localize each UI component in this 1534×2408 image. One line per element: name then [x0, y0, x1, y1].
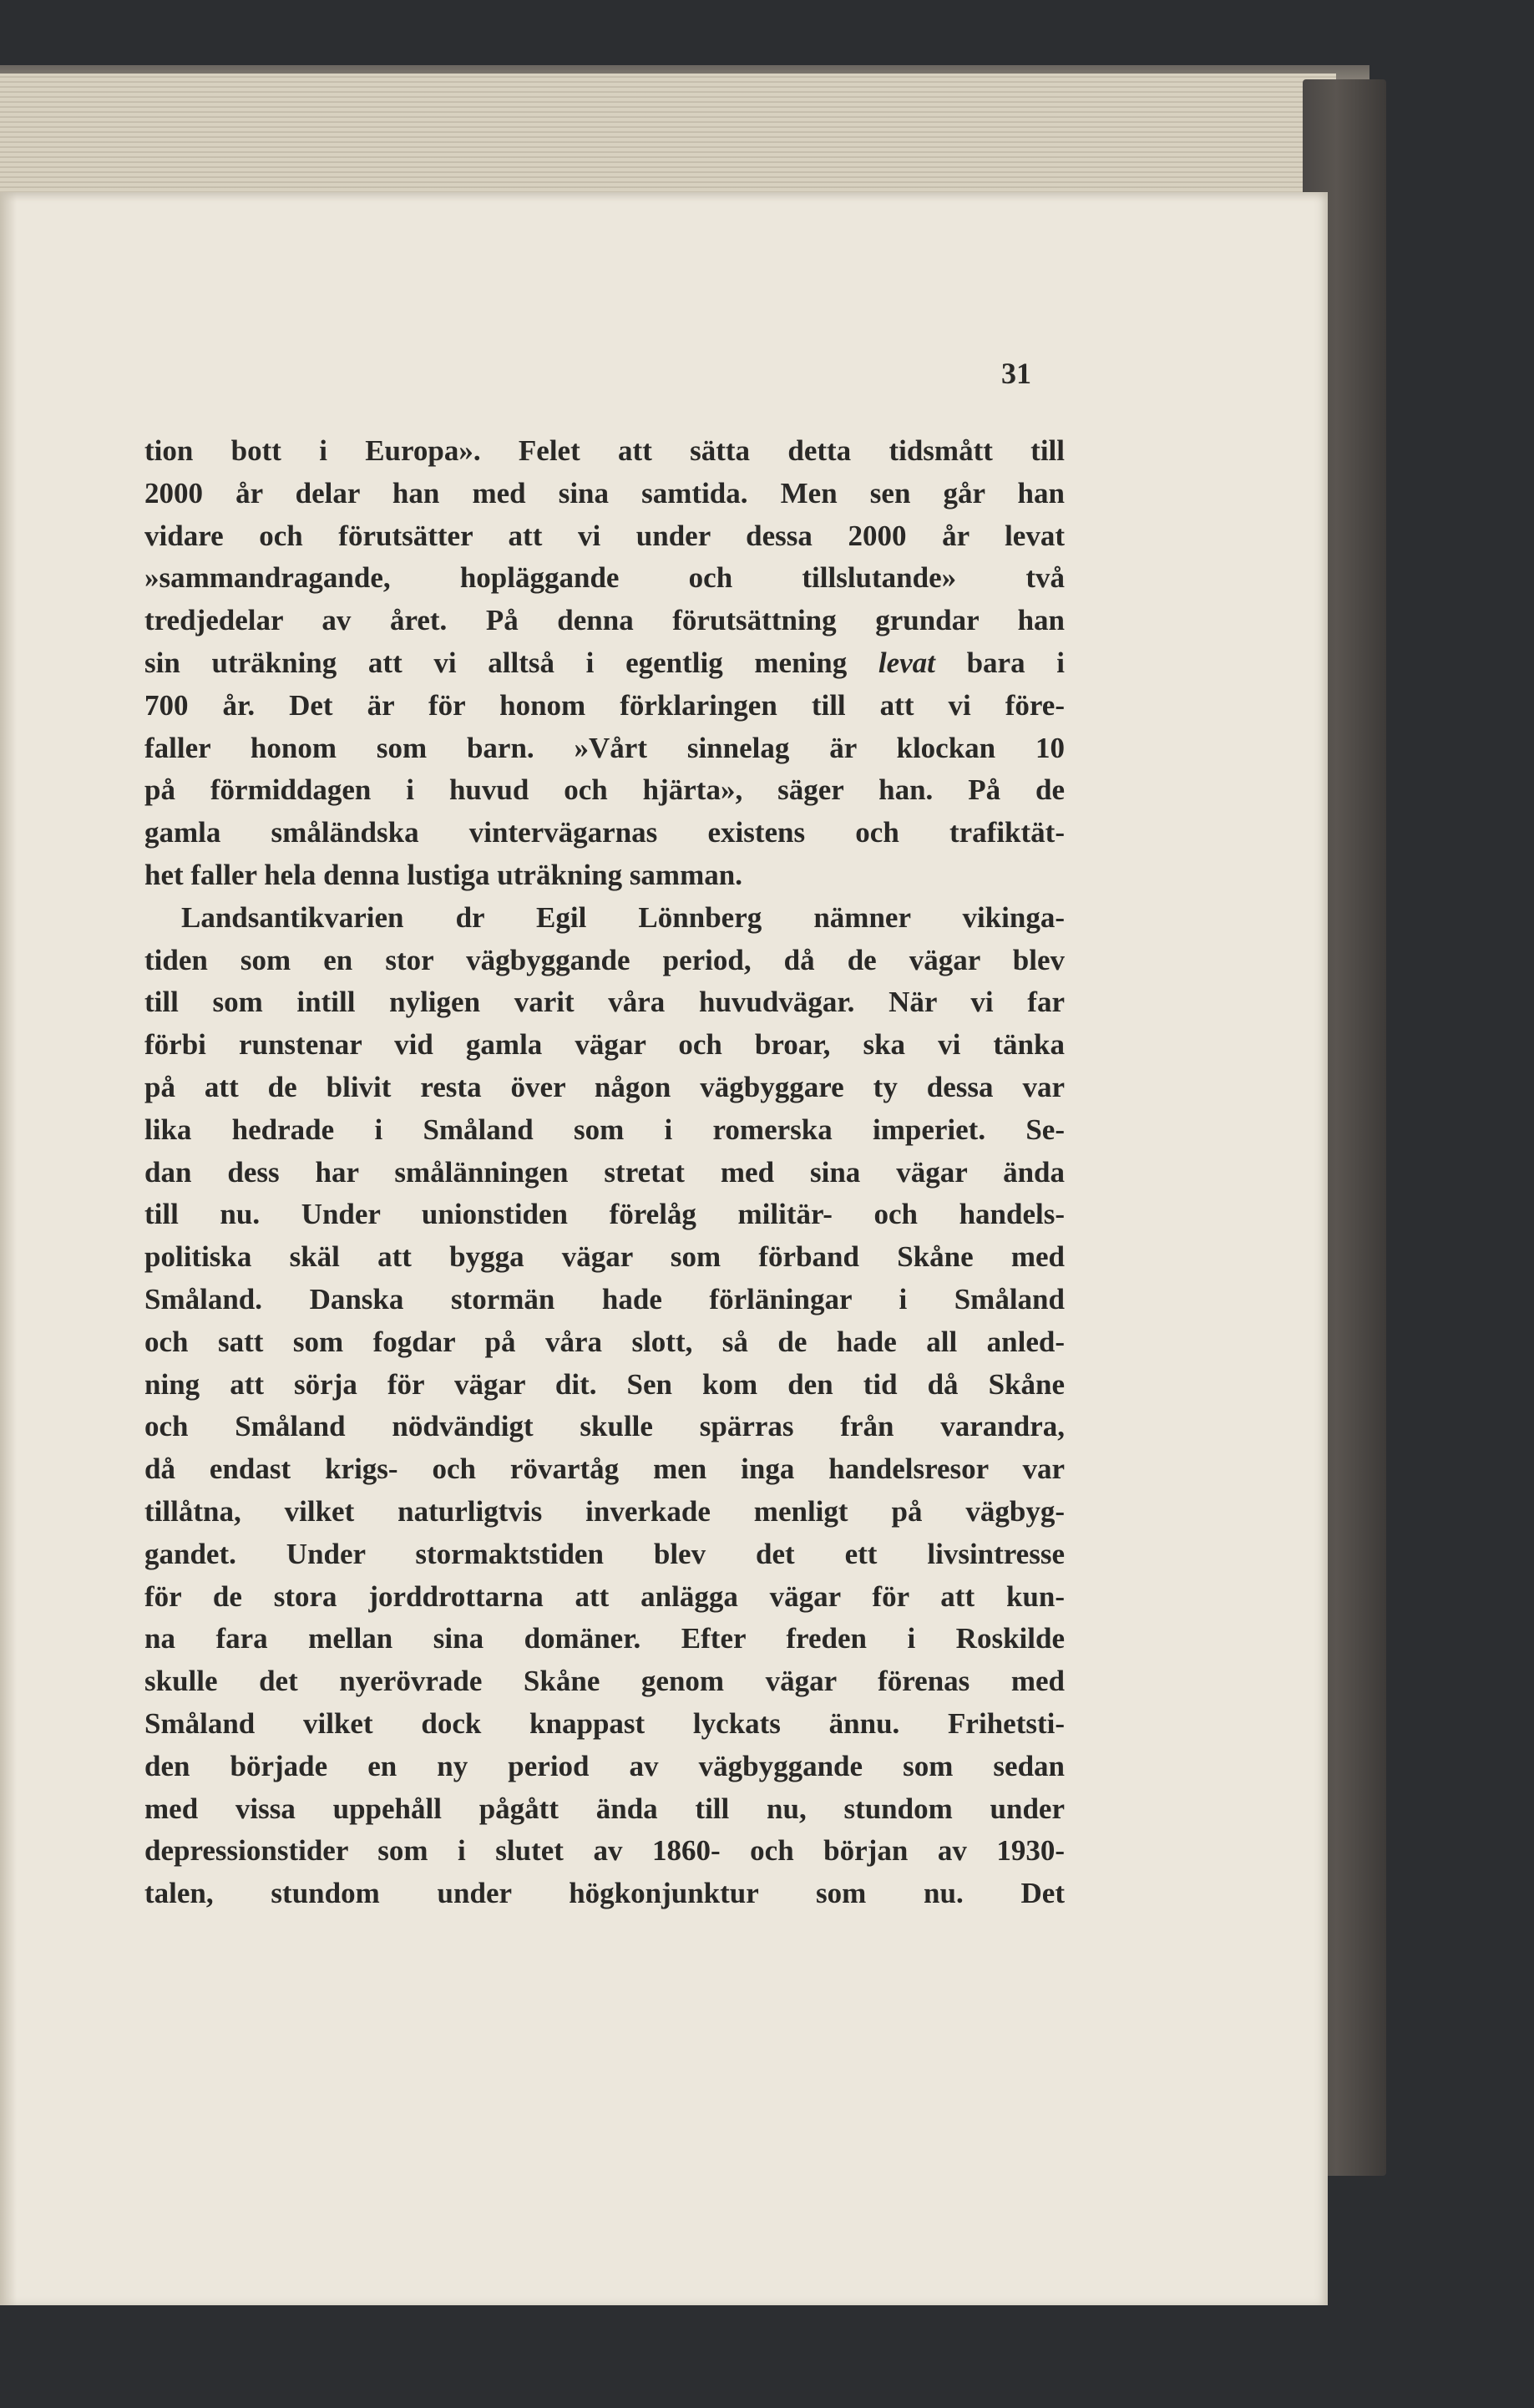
- text-line: vidare och förutsätter att vi under dessa 2000 år levat: [144, 519, 1065, 552]
- text-line: politiska skäl att bygga vägar som förband Skåne med: [144, 1240, 1065, 1274]
- text-line: 700 år. Det är för honom förklaringen till att vi före-: [144, 688, 1065, 722]
- text-line: tiden som en stor vägbyggande period, då de vägar blev: [144, 943, 1065, 976]
- text-line: na fara mellan sina domäner. Efter freden i Roskilde: [144, 1622, 1065, 1655]
- text-line: skulle det nyerövrade Skåne genom vägar förenas med: [144, 1665, 1065, 1698]
- text-line: 2000 år delar han med sina samtida. Men sen går han: [144, 476, 1065, 509]
- text-line: tillåtna, vilket naturligtvis inverkade menligt på vägbyg-: [144, 1494, 1065, 1528]
- text-line: för de stora jorddrottarna att anlägga vägar för att kun-: [144, 1579, 1065, 1613]
- text-line: »sammandragande, hopläggande och tillslutande» två: [144, 561, 1065, 595]
- text-line: Småland. Danska stormän hade förläningar i Småland: [144, 1282, 1065, 1316]
- book-page: [0, 192, 1328, 2305]
- text-line: gamla småländska vintervägarnas existens och trafiktät-: [144, 816, 1065, 849]
- text-line: Landsantikvarien dr Egil Lönnberg nämner vikinga-: [181, 900, 1065, 934]
- text-line: gandet. Under stormaktstiden blev det ett livsintresse: [144, 1537, 1065, 1570]
- body-text: [144, 430, 1065, 1915]
- text-line: och Småland nödvändigt skulle spärras från varandra,: [144, 1410, 1065, 1443]
- page-gutter-shadow: [0, 192, 17, 2305]
- text-line: Småland vilket dock knappast lyckats ännu. Frihetsti-: [144, 1706, 1065, 1740]
- text-line: het faller hela denna lustiga uträkning samman.: [144, 858, 742, 891]
- text-line: lika hedrade i Småland som i romerska imperiet. Se-: [144, 1113, 1065, 1146]
- text-line: med vissa uppehåll pågått ända till nu, stundom under: [144, 1792, 1065, 1825]
- page-stack: [0, 74, 1336, 200]
- text-line: dan dess har smålänningen stretat med sina vägar ända: [144, 1155, 1065, 1189]
- text-line: [144, 642, 1065, 685]
- text-line: depressionstider som i slutet av 1860- och början av 1930-: [144, 1834, 1065, 1868]
- text-line: ning att sörja för vägar dit. Sen kom den tid då Skåne: [144, 1367, 1065, 1401]
- text-line: förbi runstenar vid gamla vägar och broar, ska vi tänka: [144, 1028, 1065, 1062]
- text-line: talen, stundom under högkonjunktur som nu. Det: [144, 1877, 1065, 1910]
- text-line: tredjedelar av året. På denna förutsättning grundar han: [144, 604, 1065, 637]
- text-line: då endast krigs- och rövartåg men inga handelsresor var: [144, 1452, 1065, 1486]
- text-line: faller honom som barn. »Vårt sinnelag är klockan 10: [144, 731, 1065, 764]
- page-number: 31: [1001, 357, 1031, 390]
- text-line: på att de blivit resta över någon vägbyggare ty dessa var: [144, 1070, 1065, 1103]
- text-line: tion bott i Europa». Felet att sätta detta tidsmått till: [144, 434, 1065, 467]
- text-line: till nu. Under unionstiden förelåg militär- och handels-: [144, 1198, 1065, 1231]
- text-line: på förmiddagen i huvud och hjärta», säger han. På de: [144, 773, 1065, 807]
- text-line: till som intill nyligen varit våra huvudvägar. När vi far: [144, 986, 1065, 1019]
- text-line-start: sin uträkning att vi alltså i egentlig mening: [144, 646, 878, 679]
- text-line: och satt som fogdar på våra slott, så de hade all anled-: [144, 1325, 1065, 1358]
- italic-word: levat: [878, 646, 935, 679]
- text-line-end: bara i: [934, 646, 1065, 679]
- text-line: den började en ny period av vägbyggande som sedan: [144, 1749, 1065, 1782]
